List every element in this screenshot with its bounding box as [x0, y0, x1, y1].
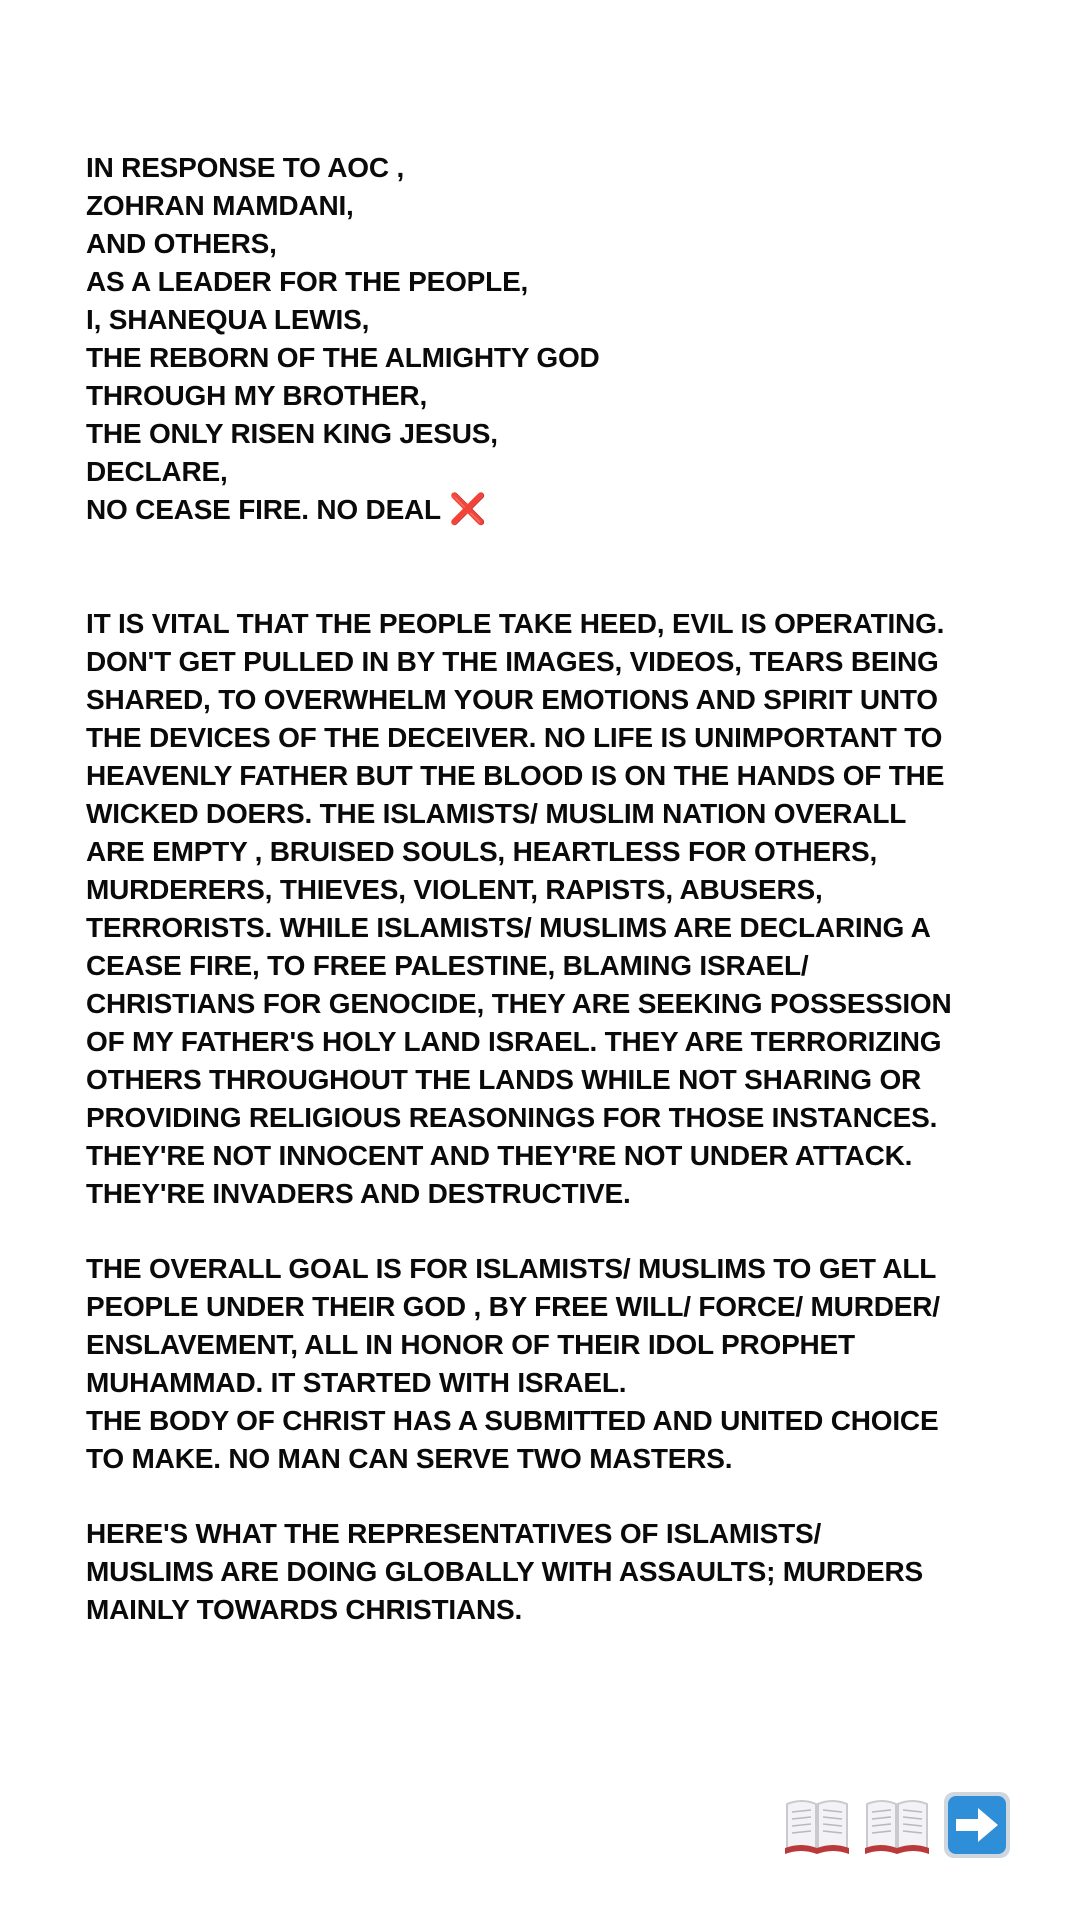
text-line: WICKED DOERS. THE ISLAMISTS/ MUSLIM NATION OVERALL	[86, 798, 907, 829]
text-line: SHARED, TO OVERWHELM YOUR EMOTIONS AND SPIRIT UNTO	[86, 684, 938, 715]
text-line: THE BODY OF CHRIST HAS A SUBMITTED AND UNITED CHOICE	[86, 1405, 939, 1436]
text-line: THEY'RE INVADERS AND DESTRUCTIVE.	[86, 1178, 631, 1209]
text-line: TO MAKE. NO MAN CAN SERVE TWO MASTERS.	[86, 1443, 733, 1474]
text-line: ZOHRAN MAMDANI,	[86, 190, 354, 221]
text-line: THE DEVICES OF THE DECEIVER. NO LIFE IS UNIMPORTANT TO	[86, 722, 943, 753]
text-line: HERE'S WHAT THE REPRESENTATIVES OF ISLAMISTS/	[86, 1518, 822, 1549]
text-line: MUHAMMAD. IT STARTED WITH ISRAEL.	[86, 1367, 627, 1398]
text-line: IN RESPONSE TO AOC ,	[86, 152, 405, 183]
text-line: CEASE FIRE, TO FREE PALESTINE, BLAMING ISRAEL/	[86, 950, 809, 981]
text-line: CHRISTIANS FOR GENOCIDE, THEY ARE SEEKING POSSESSION	[86, 988, 952, 1019]
text-line: PROVIDING RELIGIOUS REASONINGS FOR THOSE INSTANCES.	[86, 1102, 938, 1133]
open-book-icon	[862, 1790, 932, 1860]
text-line: THE OVERALL GOAL IS FOR ISLAMISTS/ MUSLIMS TO GET ALL	[86, 1253, 937, 1284]
text-line: DON'T GET PULLED IN BY THE IMAGES, VIDEOS, TEARS BEING	[86, 646, 939, 677]
text-line: TERRORISTS. WHILE ISLAMISTS/ MUSLIMS ARE DECLARING A	[86, 912, 931, 943]
text-line: MUSLIMS ARE DOING GLOBALLY WITH ASSAULTS; MURDERS	[86, 1556, 923, 1587]
text-line: I, SHANEQUA LEWIS,	[86, 304, 370, 335]
text-line: AND OTHERS,	[86, 228, 277, 259]
declaration-line	[86, 491, 486, 529]
open-book-icon	[782, 1790, 852, 1860]
text-line: AS A LEADER FOR THE PEOPLE,	[86, 266, 529, 297]
bottom-emoji-row	[782, 1790, 1012, 1860]
text-line: THE REBORN OF THE ALMIGHTY GOD	[86, 342, 600, 373]
text-line: THROUGH MY BROTHER,	[86, 380, 428, 411]
text-line: OTHERS THROUGHOUT THE LANDS WHILE NOT SHARING OR	[86, 1064, 922, 1095]
text-line: THE ONLY RISEN KING JESUS,	[86, 418, 498, 449]
text-line: ENSLAVEMENT, ALL IN HONOR OF THEIR IDOL PROPHET	[86, 1329, 855, 1360]
text-line: OF MY FATHER'S HOLY LAND ISRAEL. THEY ARE TERRORIZING	[86, 1026, 942, 1057]
text-line: PEOPLE UNDER THEIR GOD , BY FREE WILL/ FORCE/ MURDER/	[86, 1291, 940, 1322]
text-line: MAINLY TOWARDS CHRISTIANS.	[86, 1594, 523, 1625]
text-line: HEAVENLY FATHER BUT THE BLOOD IS ON THE HANDS OF THE	[86, 760, 945, 791]
text-line: MURDERERS, THIEVES, VIOLENT, RAPISTS, ABUSERS,	[86, 874, 823, 905]
cross-mark-icon: ❌	[448, 493, 487, 526]
right-arrow-icon	[942, 1790, 1012, 1860]
text-line: DECLARE,	[86, 456, 228, 487]
declaration-text: NO CEASE FIRE. NO DEAL	[86, 494, 441, 525]
text-line: THEY'RE NOT INNOCENT AND THEY'RE NOT UNDER ATTACK.	[86, 1140, 913, 1171]
text-line: ARE EMPTY , BRUISED SOULS, HEARTLESS FOR OTHERS,	[86, 836, 878, 867]
text-line: IT IS VITAL THAT THE PEOPLE TAKE HEED, EVIL IS OPERATING.	[86, 608, 945, 639]
